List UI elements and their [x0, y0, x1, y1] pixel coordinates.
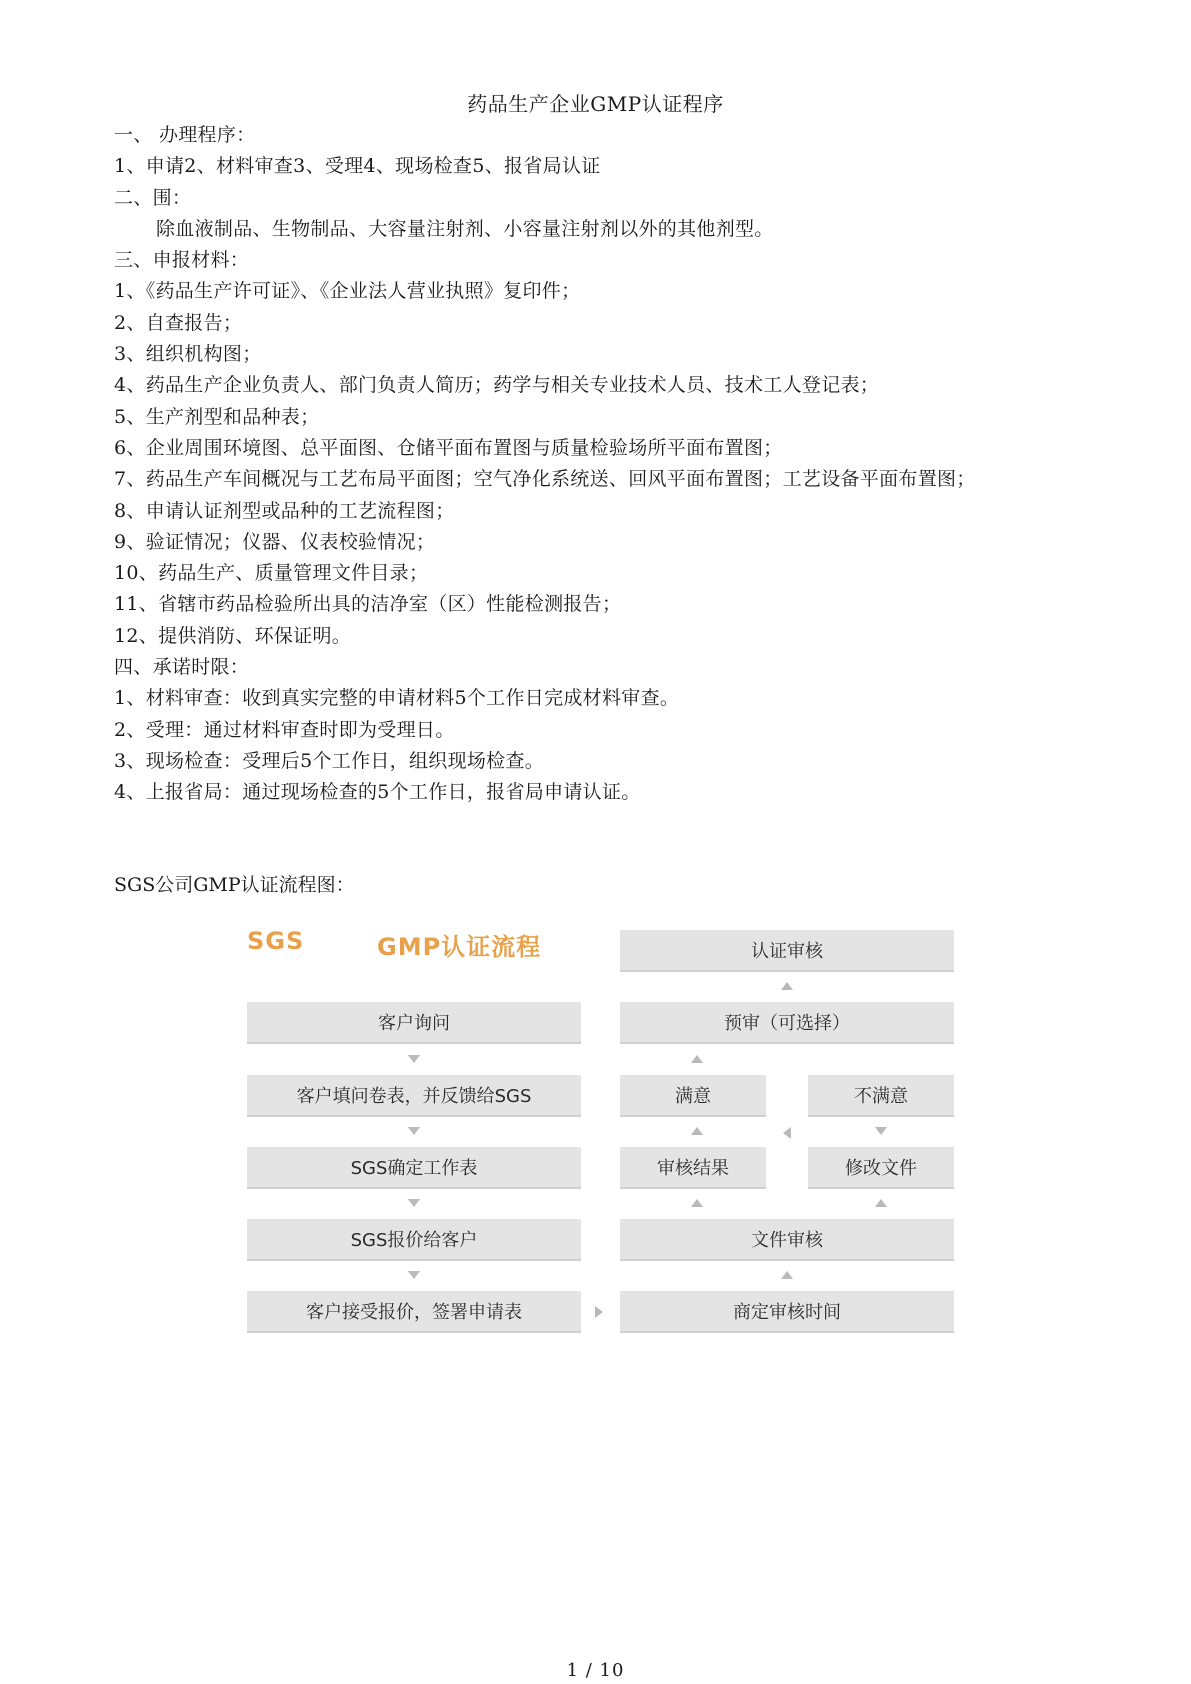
arrow-down-icon [408, 1199, 420, 1207]
body-line: 2、自查报告； [114, 311, 243, 334]
body-line: 2、受理：通过材料审查时即为受理日。 [114, 718, 455, 741]
flow-step-not-satisfied: 不满意 [808, 1075, 954, 1117]
flow-brand-left: SGS [247, 927, 305, 955]
flow-step-audit-result: 审核结果 [620, 1147, 766, 1189]
flow-step-worksheet: SGS确定工作表 [247, 1147, 581, 1189]
arrow-down-icon [408, 1127, 420, 1135]
body-line: 6、企业周围环境图、总平面图、仓储平面布置图与质量检验场所平面布置图； [114, 436, 783, 459]
body-line: 四、承诺时限： [114, 656, 250, 679]
body-line: 7、药品生产车间概况与工艺布局平面图；空气净化系统送、回风平面布置图；工艺设备平面布置图； [114, 468, 976, 491]
body-line: 1、《药品生产许可证》、《企业法人营业执照》复印件； [114, 280, 581, 303]
flow-step-pre-audit: 预审（可选择） [620, 1002, 954, 1044]
body-line: 1、材料审查：收到真实完整的申请材料5个工作日完成材料审查。 [114, 687, 680, 710]
body-line: 1、申请2、材料审查3、受理4、现场检查5、报省局认证 [114, 155, 601, 178]
arrow-up-icon [691, 1127, 703, 1135]
arrow-left-icon [783, 1127, 791, 1139]
flow-caption: SGS公司GMP认证流程图： [114, 874, 355, 896]
body-line: 除血液制品、生物制品、大容量注射剂、小容量注射剂以外的其他剂型。 [156, 217, 774, 240]
arrow-up-icon [691, 1055, 703, 1063]
page-number: 1 / 10 [566, 1660, 625, 1681]
arrow-up-icon [781, 982, 793, 990]
flow-step-inquiry: 客户询问 [247, 1002, 581, 1044]
flow-step-accept: 客户接受报价，签署申请表 [247, 1291, 581, 1333]
sgs-flowchart [247, 915, 957, 1345]
body-line: 三、申报材料： [114, 249, 250, 272]
arrow-down-icon [408, 1055, 420, 1063]
body-line: 4、上报省局：通过现场检查的5个工作日，报省局申请认证。 [114, 781, 641, 804]
body-line: 5、生产剂型和品种表； [114, 405, 320, 428]
flow-step-certify: 认证审核 [620, 930, 954, 972]
arrow-right-icon [595, 1306, 603, 1318]
arrow-up-icon [875, 1199, 887, 1207]
body-line: 10、药品生产、质量管理文件目录； [114, 562, 429, 585]
body-line: 8、申请认证剂型或品种的工艺流程图； [114, 499, 455, 522]
body-line: 4、药品生产企业负责人、部门负责人简历；药学与相关专业技术人员、技术工人登记表； [114, 374, 880, 397]
body-line: 一、 办理程序： [114, 124, 256, 146]
flow-step-satisfied: 满意 [620, 1075, 766, 1117]
flow-step-doc-review: 文件审核 [620, 1219, 954, 1261]
arrow-down-icon [408, 1271, 420, 1279]
flow-step-revise-docs: 修改文件 [808, 1147, 954, 1189]
body-line: 3、组织机构图； [114, 343, 262, 366]
body-line: 9、验证情况；仪器、仪表校验情况； [114, 530, 436, 553]
body-line: 11、省辖市药品检验所出具的洁净室（区）性能检测报告； [114, 593, 622, 616]
arrow-up-icon [691, 1199, 703, 1207]
body-line: 二、围： [114, 186, 192, 209]
body-line: 3、现场检查：受理后5个工作日，组织现场检查。 [114, 749, 545, 772]
arrow-up-icon [781, 1271, 793, 1279]
flow-step-questionnaire: 客户填问卷表，并反馈给SGS [247, 1075, 581, 1117]
flow-brand-right: GMP认证流程 [377, 933, 542, 961]
document-body [114, 120, 1114, 809]
flow-step-quote: SGS报价给客户 [247, 1219, 581, 1261]
body-line: 12、提供消防、环保证明。 [114, 624, 352, 647]
arrow-down-icon [875, 1127, 887, 1135]
flow-step-schedule: 商定审核时间 [620, 1291, 954, 1333]
document-title: 药品生产企业GMP认证程序 [467, 92, 724, 116]
